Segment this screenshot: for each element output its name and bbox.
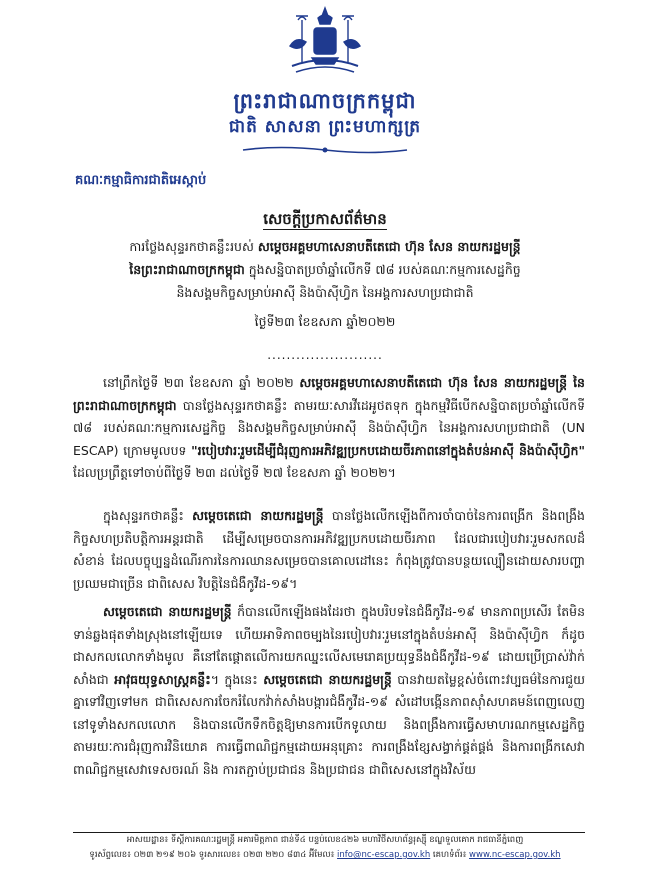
- subtitle-line-1: ការថ្លែងសុន្ទរកថាគន្លឹះរបស់ សម្តេចអគ្គមហាសេនាបតីតេជោ ហ៊ុន សែន នាយករដ្ឋមន្ត្រី: [129, 239, 521, 254]
- kingdom-name: ព្រះរាជាណាចក្រកម្ពុជា: [233, 89, 417, 113]
- committee-name: គណៈកម្មាធិការជាតិអេស្កាប់: [75, 173, 207, 188]
- footer-contact: ទូរស័ព្ទលេខ៖ ០២៣ ២១៩ ២០៦ ទូរសារលេខ៖ ០២៣ ២២០ ៨៣៤ អ៊ីមែល៖ info@nc-escap.gov.kh គេហទំព័រ៖ www.nc-escap.gov.kh: [89, 850, 561, 860]
- royal-coat-of-arms-icon: [282, 6, 368, 82]
- paragraph-1: នៅព្រឹកថ្ងៃទី ២៣ ខែឧសភា ឆ្នាំ ២០២២ សម្តេចអគ្គមហាសេនាបតីតេជោ ហ៊ុន សែន នាយករដ្ឋមន្ត្រី នៃព្រះរាជាណាចក្រកម្ពុជា បានថ្លែងសុន្ទរកថាគន្លឹះ តាមរយៈសារវីដេអូថតទុក ក្នុងកម្មវិធីបើកសន្និបាតប្រចាំឆ្នាំលើកទី ៧៨ របស់គណៈកម្មការសេដ្ឋកិច្ច និងសង្គមកិច្ចសម្រាប់អាស៊ី និងប៉ាស៊ីហ្វិក នៃអង្គការសហប្រជាជាតិ (UN ESCAP) ក្រោមមូលបទ "របៀបវារៈរួមដើម្បីជំរុញការអភិវឌ្ឍប្រកបដោយចីរភាពនៅក្នុងតំបន់អាស៊ី និងប៉ាស៊ីហ្វិក" ដែលប្រព្រឹត្តទៅចាប់ពីថ្ងៃទី ២៣ ដល់ថ្ងៃទី ២៧ ខែឧសភា ឆ្នាំ ២០២២។: [73, 375, 585, 480]
- footer-address: អាសយដ្ឋាន៖ ទីស្តីការគណៈរដ្ឋមន្ត្រី អគារមិត្តភាព ជាន់ទី៤ បន្ទប់លេខ៤២៦ មហាវិថីសហព័ន្ធរុស្ស៊ី ខណ្ឌទួលគោក រាជធានីភ្នំពេញ: [126, 835, 524, 845]
- subtitle-line-3: និងសង្គមកិច្ចសម្រាប់អាស៊ី និងប៉ាស៊ីហ្វិក នៃអង្គការសហប្រជាជាតិ: [176, 285, 474, 300]
- paragraph-2: ក្នុងសុន្ទរកថាគន្លឹះ សម្តេចតេជោ នាយករដ្ឋមន្ត្រី បានថ្លែងលើកឡើងពីការចាំបាច់នៃការពង្រើក និងពង្រឹងកិច្ចសហប្រតិបត្តិការអន្តរជាតិ ដើម្បីសម្រេចបានការអភិវឌ្ឍប្រកបដោយចីរភាព ដែលជារបៀបវារៈរួមសកលដ៏សំខាន់ ដែលបច្ចុប្បន្នដំណើរការនៃការឈានសម្រេចបានគោលដៅនេះ កំពុងត្រូវបានបន្ថយល្បឿនដោយសារបញ្ហាប្រឈមជាច្រើន ជាពិសេស វិបត្តិនៃជំងឺកូវីដ-១៩។: [73, 508, 585, 591]
- separator: ........................: [267, 348, 383, 362]
- document-date: ថ្ងៃទី២៣ ខែឧសភា ឆ្នាំ២០២២: [254, 314, 396, 329]
- national-motto: ជាតិ សាសនា ព្រះមហាក្សត្រ: [228, 117, 422, 137]
- ornament-divider-icon: [239, 143, 411, 157]
- paragraph-3: សម្តេចតេជោ នាយករដ្ឋមន្ត្រី ក៏បានលើកឡើងផងដែរថា ក្នុងបរិបទនៃជំងឺកូវីដ-១៩ មានភាពប្រសើរ តែមិនទាន់ឆ្លងផុតទាំងស្រុងនៅឡើយទេ ហើយអាទិភាពចម្បងនៃរបៀបវារៈរួមនៅក្នុងតំបន់អាស៊ី និងប៉ាស៊ីហ្វិក ក៏ដូចជាសកលលោកទាំងមូល គឺនៅតែផ្តោតលើការយកឈ្នះលើសមេរោគប្រយុទ្ធនឹងជំងឺកូវីដ-១៩ ដោយប្រើប្រាស់វ៉ាក់សាំងជា អាវុធយុទ្ធសាស្ត្រគន្លឹះ។ ក្នុងនេះ សម្តេចតេជោ នាយករដ្ឋមន្ត្រី បានវាយតម្លៃខ្ពស់ចំពោះវប្បធម៌នៃការជួយគ្នាទៅវិញទៅមក ជាពិសេសការចែករំលែកវ៉ាក់សាំងបង្ការជំងឺកូវីដ-១៩ សំដៅបង្កើនភាពស៊ាំសហគមន៍ពេញលេញនៅទូទាំងសកលលោក និងបានលើកទឹកចិត្តឱ្យមានការបើកទូលាយ និងពង្រឹងការធ្វើសមាហរណកម្មសេដ្ឋកិច្ច តាមរយៈការជំរុញការវិនិយោគ ការធ្វើពាណិជ្ជកម្មដោយអនុគ្រោះ ការពង្រឹងខ្សែសង្វាក់ផ្គត់ផ្គង់ និងការពង្រីកសេវាពាណិជ្ជកម្មសេវាទេសចរណ៍ និង ការតភ្ជាប់ប្រជាជន និងប្រជាជន ជាពិសេសនៅក្នុងវិស័យ: [73, 604, 586, 777]
- subtitle-line-2: នៃព្រះរាជាណាចក្រកម្ពុជា ក្នុងសន្និបាតប្រចាំឆ្នាំលើកទី ៧៨ របស់គណៈកម្មការសេដ្ឋកិច្ច: [129, 262, 521, 277]
- email-link[interactable]: info@nc-escap.gov.kh: [337, 850, 431, 860]
- footer-divider: [73, 832, 585, 833]
- document-title: សេចក្តីប្រកាសព័ត៌មាន: [263, 210, 387, 228]
- website-link[interactable]: www.nc-escap.gov.kh: [469, 850, 561, 860]
